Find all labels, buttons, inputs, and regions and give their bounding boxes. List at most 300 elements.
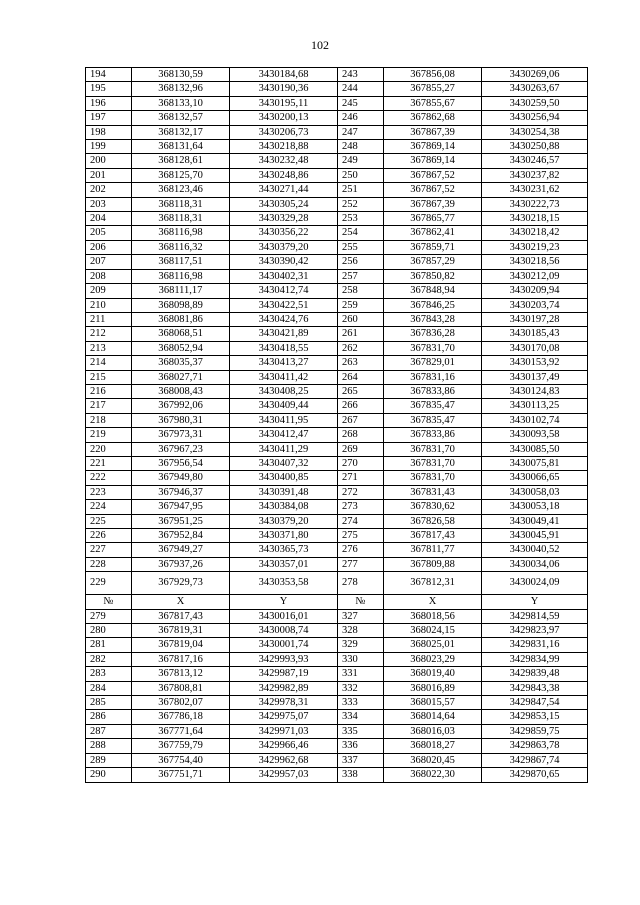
table-row — [86, 212, 588, 226]
y-coordinate-cell: 3429975,07 — [230, 710, 338, 724]
point-number-cell: 276 — [338, 543, 384, 557]
y-coordinate-cell: 3430058,03 — [482, 485, 588, 499]
y-coordinate-cell: 3430356,22 — [230, 226, 338, 240]
x-coordinate-cell: 367865,77 — [384, 212, 482, 226]
y-coordinate-cell: 3430170,08 — [482, 341, 588, 355]
x-coordinate-cell: 368068,51 — [132, 327, 230, 341]
point-number-cell: 194 — [86, 68, 132, 82]
table-row — [86, 624, 588, 638]
table-row — [86, 543, 588, 557]
x-coordinate-cell: 367856,08 — [384, 68, 482, 82]
x-coordinate-cell: 367831,43 — [384, 485, 482, 499]
x-coordinate-cell: 367952,84 — [132, 529, 230, 543]
x-coordinate-cell: 367833,86 — [384, 384, 482, 398]
y-coordinate-cell: 3430102,74 — [482, 413, 588, 427]
table-row — [86, 269, 588, 283]
table-row — [86, 327, 588, 341]
point-number-cell: 250 — [338, 168, 384, 182]
x-coordinate-cell: 367819,04 — [132, 638, 230, 652]
point-number-cell: 223 — [86, 485, 132, 499]
x-coordinate-cell: 367829,01 — [384, 356, 482, 370]
y-coordinate-cell: 3430246,57 — [482, 154, 588, 168]
point-number-cell: 290 — [86, 768, 132, 782]
x-coordinate-cell: 367846,25 — [384, 298, 482, 312]
y-coordinate-cell: 3430407,32 — [230, 456, 338, 470]
table-row — [86, 696, 588, 710]
x-coordinate-cell: 367836,28 — [384, 327, 482, 341]
y-coordinate-cell: 3430049,41 — [482, 514, 588, 528]
y-coordinate-cell: 3430248,86 — [230, 168, 338, 182]
y-coordinate-cell: 3430232,48 — [230, 154, 338, 168]
point-number-cell: 264 — [338, 370, 384, 384]
point-number-cell: 257 — [338, 269, 384, 283]
point-number-cell: 210 — [86, 298, 132, 312]
table-row — [86, 96, 588, 110]
point-number-cell: 211 — [86, 312, 132, 326]
x-coordinate-cell: 368118,31 — [132, 212, 230, 226]
x-coordinate-cell: 367831,70 — [384, 471, 482, 485]
table-row — [86, 154, 588, 168]
point-number-cell: 255 — [338, 240, 384, 254]
point-number-cell: 253 — [338, 212, 384, 226]
y-coordinate-cell: 3430040,52 — [482, 543, 588, 557]
y-coordinate-cell: 3430413,27 — [230, 356, 338, 370]
point-number-cell: 197 — [86, 111, 132, 125]
y-coordinate-cell: 3429962,68 — [230, 753, 338, 767]
table-row — [86, 428, 588, 442]
x-coordinate-cell: 367771,64 — [132, 724, 230, 738]
table-row — [86, 255, 588, 269]
point-number-cell: 216 — [86, 384, 132, 398]
point-number-cell: 243 — [338, 68, 384, 82]
point-number-cell: 262 — [338, 341, 384, 355]
point-number-cell: 335 — [338, 724, 384, 738]
x-coordinate-cell: 367811,77 — [384, 543, 482, 557]
point-number-cell: 227 — [86, 543, 132, 557]
table-row — [86, 485, 588, 499]
point-number-cell: 203 — [86, 197, 132, 211]
x-coordinate-cell: 367937,26 — [132, 557, 230, 571]
table-row — [86, 356, 588, 370]
point-number-cell: 265 — [338, 384, 384, 398]
point-number-cell: 277 — [338, 557, 384, 571]
table-row — [86, 370, 588, 384]
y-coordinate-cell: 3430402,31 — [230, 269, 338, 283]
y-coordinate-cell: 3430263,67 — [482, 82, 588, 96]
point-number-cell: 199 — [86, 140, 132, 154]
point-number-cell: 204 — [86, 212, 132, 226]
x-coordinate-cell: 368052,94 — [132, 341, 230, 355]
y-coordinate-cell: 3430411,29 — [230, 442, 338, 456]
y-coordinate-cell: 3430024,09 — [482, 572, 588, 595]
point-number-cell: 249 — [338, 154, 384, 168]
y-coordinate-cell: 3430409,44 — [230, 399, 338, 413]
x-coordinate-cell: 367867,52 — [384, 183, 482, 197]
y-coordinate-cell: 3430124,83 — [482, 384, 588, 398]
x-coordinate-cell: 368118,31 — [132, 197, 230, 211]
y-coordinate-cell: 3430421,89 — [230, 327, 338, 341]
x-coordinate-cell: 368025,01 — [384, 638, 482, 652]
point-number-cell: 283 — [86, 667, 132, 681]
x-coordinate-cell: 368027,71 — [132, 370, 230, 384]
point-number-cell: 281 — [86, 638, 132, 652]
point-number-cell: 284 — [86, 681, 132, 695]
y-coordinate-cell: 3429966,46 — [230, 739, 338, 753]
point-number-cell: 215 — [86, 370, 132, 384]
y-coordinate-cell: 3430200,13 — [230, 111, 338, 125]
x-coordinate-cell: 368081,86 — [132, 312, 230, 326]
x-coordinate-cell: 368132,96 — [132, 82, 230, 96]
y-coordinate-cell: 3429859,75 — [482, 724, 588, 738]
point-number-cell: 336 — [338, 739, 384, 753]
y-coordinate-cell: 3430218,56 — [482, 255, 588, 269]
point-number-cell: 258 — [338, 284, 384, 298]
point-number-cell: 198 — [86, 125, 132, 139]
x-coordinate-cell: 367751,71 — [132, 768, 230, 782]
table-row — [86, 384, 588, 398]
y-coordinate-cell: 3429853,15 — [482, 710, 588, 724]
table-row — [86, 609, 588, 623]
point-number-cell: 213 — [86, 341, 132, 355]
x-coordinate-cell: 368128,61 — [132, 154, 230, 168]
point-number-cell: 225 — [86, 514, 132, 528]
y-coordinate-cell: 3430053,18 — [482, 500, 588, 514]
point-number-cell: 275 — [338, 529, 384, 543]
x-coordinate-cell: 367833,86 — [384, 428, 482, 442]
y-coordinate-cell: 3430093,58 — [482, 428, 588, 442]
point-number-cell: 278 — [338, 572, 384, 595]
y-coordinate-cell: 3430305,24 — [230, 197, 338, 211]
x-coordinate-cell: 367869,14 — [384, 140, 482, 154]
header-y-coordinate: Y — [482, 595, 588, 609]
x-coordinate-cell: 368014,64 — [384, 710, 482, 724]
point-number-cell: 205 — [86, 226, 132, 240]
x-coordinate-cell: 367869,14 — [384, 154, 482, 168]
point-number-cell: 263 — [338, 356, 384, 370]
x-coordinate-cell: 367855,27 — [384, 82, 482, 96]
table-row — [86, 442, 588, 456]
table-row — [86, 298, 588, 312]
x-coordinate-cell: 367992,06 — [132, 399, 230, 413]
y-coordinate-cell: 3430008,74 — [230, 624, 338, 638]
page-number: 102 — [311, 38, 329, 52]
y-coordinate-cell: 3429867,74 — [482, 753, 588, 767]
point-number-cell: 259 — [338, 298, 384, 312]
point-number-cell: 266 — [338, 399, 384, 413]
y-coordinate-cell: 3430391,48 — [230, 485, 338, 499]
y-coordinate-cell: 3430256,94 — [482, 111, 588, 125]
x-coordinate-cell: 367754,40 — [132, 753, 230, 767]
point-number-cell: 202 — [86, 183, 132, 197]
header-x-coordinate: X — [384, 595, 482, 609]
point-number-cell: 206 — [86, 240, 132, 254]
y-coordinate-cell: 3430209,94 — [482, 284, 588, 298]
y-coordinate-cell: 3430329,28 — [230, 212, 338, 226]
y-coordinate-cell: 3430412,47 — [230, 428, 338, 442]
header-x-coordinate: X — [132, 595, 230, 609]
y-coordinate-cell: 3429982,89 — [230, 681, 338, 695]
x-coordinate-cell: 367813,12 — [132, 667, 230, 681]
point-number-cell: 333 — [338, 696, 384, 710]
y-coordinate-cell: 3430231,62 — [482, 183, 588, 197]
point-number-cell: 331 — [338, 667, 384, 681]
point-number-cell: 337 — [338, 753, 384, 767]
x-coordinate-cell: 367835,47 — [384, 399, 482, 413]
header-y-coordinate: Y — [230, 595, 338, 609]
table-row — [86, 312, 588, 326]
x-coordinate-cell: 368130,59 — [132, 68, 230, 82]
table-row — [86, 226, 588, 240]
x-coordinate-cell: 367862,68 — [384, 111, 482, 125]
x-coordinate-cell: 368020,45 — [384, 753, 482, 767]
y-coordinate-cell: 3430001,74 — [230, 638, 338, 652]
point-number-cell: 329 — [338, 638, 384, 652]
point-number-cell: 280 — [86, 624, 132, 638]
table-row — [86, 471, 588, 485]
x-coordinate-cell: 368132,57 — [132, 111, 230, 125]
point-number-cell: 207 — [86, 255, 132, 269]
x-coordinate-cell: 367802,07 — [132, 696, 230, 710]
y-coordinate-cell: 3430390,42 — [230, 255, 338, 269]
x-coordinate-cell: 368008,43 — [132, 384, 230, 398]
y-coordinate-cell: 3429843,38 — [482, 681, 588, 695]
y-coordinate-cell: 3430218,88 — [230, 140, 338, 154]
y-coordinate-cell: 3430411,42 — [230, 370, 338, 384]
x-coordinate-cell: 367967,23 — [132, 442, 230, 456]
table-row — [86, 197, 588, 211]
x-coordinate-cell: 368015,57 — [384, 696, 482, 710]
x-coordinate-cell: 367835,47 — [384, 413, 482, 427]
y-coordinate-cell: 3429971,03 — [230, 724, 338, 738]
x-coordinate-cell: 368016,89 — [384, 681, 482, 695]
x-coordinate-cell: 367867,52 — [384, 168, 482, 182]
x-coordinate-cell: 367947,95 — [132, 500, 230, 514]
y-coordinate-cell: 3430411,95 — [230, 413, 338, 427]
point-number-cell: 208 — [86, 269, 132, 283]
y-coordinate-cell: 3430219,23 — [482, 240, 588, 254]
table-row — [86, 753, 588, 767]
point-number-cell: 201 — [86, 168, 132, 182]
table-row — [86, 529, 588, 543]
x-coordinate-cell: 368018,27 — [384, 739, 482, 753]
y-coordinate-cell: 3430218,15 — [482, 212, 588, 226]
x-coordinate-cell: 367817,43 — [132, 609, 230, 623]
x-coordinate-cell: 368098,89 — [132, 298, 230, 312]
point-number-cell: 218 — [86, 413, 132, 427]
x-coordinate-cell: 367862,41 — [384, 226, 482, 240]
point-number-cell: 229 — [86, 572, 132, 595]
x-coordinate-cell: 367830,62 — [384, 500, 482, 514]
point-number-cell: 248 — [338, 140, 384, 154]
y-coordinate-cell: 3430357,01 — [230, 557, 338, 571]
table-row — [86, 638, 588, 652]
y-coordinate-cell: 3430269,06 — [482, 68, 588, 82]
point-number-cell: 286 — [86, 710, 132, 724]
table-row — [86, 183, 588, 197]
y-coordinate-cell: 3430254,38 — [482, 125, 588, 139]
point-number-cell: 271 — [338, 471, 384, 485]
point-number-cell: 279 — [86, 609, 132, 623]
point-number-cell: 220 — [86, 442, 132, 456]
x-coordinate-cell: 367859,71 — [384, 240, 482, 254]
x-coordinate-cell: 367855,67 — [384, 96, 482, 110]
point-number-cell: 288 — [86, 739, 132, 753]
table-row — [86, 710, 588, 724]
x-coordinate-cell: 367826,58 — [384, 514, 482, 528]
y-coordinate-cell: 3430184,68 — [230, 68, 338, 82]
point-number-cell: 214 — [86, 356, 132, 370]
point-number-cell: 196 — [86, 96, 132, 110]
y-coordinate-cell: 3430206,73 — [230, 125, 338, 139]
x-coordinate-cell: 368116,98 — [132, 269, 230, 283]
x-coordinate-cell: 367946,37 — [132, 485, 230, 499]
point-number-cell: 332 — [338, 681, 384, 695]
y-coordinate-cell: 3429957,03 — [230, 768, 338, 782]
y-coordinate-cell: 3430237,82 — [482, 168, 588, 182]
x-coordinate-cell: 368133,10 — [132, 96, 230, 110]
x-coordinate-cell: 367956,54 — [132, 456, 230, 470]
x-coordinate-cell: 367831,16 — [384, 370, 482, 384]
x-coordinate-cell: 367867,39 — [384, 125, 482, 139]
y-coordinate-cell: 3429993,93 — [230, 652, 338, 666]
y-coordinate-cell: 3430412,74 — [230, 284, 338, 298]
y-coordinate-cell: 3430190,36 — [230, 82, 338, 96]
y-coordinate-cell: 3429870,65 — [482, 768, 588, 782]
point-number-cell: 261 — [338, 327, 384, 341]
point-number-cell: 268 — [338, 428, 384, 442]
point-number-cell: 200 — [86, 154, 132, 168]
x-coordinate-cell: 368111,17 — [132, 284, 230, 298]
table-row — [86, 500, 588, 514]
y-coordinate-cell: 3430034,06 — [482, 557, 588, 571]
point-number-cell: 289 — [86, 753, 132, 767]
point-number-cell: 251 — [338, 183, 384, 197]
x-coordinate-cell: 367809,88 — [384, 557, 482, 571]
y-coordinate-cell: 3430384,08 — [230, 500, 338, 514]
point-number-cell: 328 — [338, 624, 384, 638]
y-coordinate-cell: 3429839,48 — [482, 667, 588, 681]
y-coordinate-cell: 3430137,49 — [482, 370, 588, 384]
point-number-cell: 246 — [338, 111, 384, 125]
point-number-cell: 221 — [86, 456, 132, 470]
x-coordinate-cell: 368019,40 — [384, 667, 482, 681]
x-coordinate-cell: 367951,25 — [132, 514, 230, 528]
x-coordinate-cell: 368018,56 — [384, 609, 482, 623]
y-coordinate-cell: 3429831,16 — [482, 638, 588, 652]
table-row — [86, 456, 588, 470]
point-number-cell: 285 — [86, 696, 132, 710]
table-row — [86, 240, 588, 254]
point-number-cell: 282 — [86, 652, 132, 666]
table-row — [86, 413, 588, 427]
table-row — [86, 168, 588, 182]
point-number-cell: 252 — [338, 197, 384, 211]
x-coordinate-cell: 367819,31 — [132, 624, 230, 638]
y-coordinate-cell: 3430371,80 — [230, 529, 338, 543]
x-coordinate-cell: 368116,32 — [132, 240, 230, 254]
y-coordinate-cell: 3430271,44 — [230, 183, 338, 197]
y-coordinate-cell: 3430085,50 — [482, 442, 588, 456]
point-number-cell: 195 — [86, 82, 132, 96]
x-coordinate-cell: 368123,46 — [132, 183, 230, 197]
point-number-cell: 273 — [338, 500, 384, 514]
y-coordinate-cell: 3430197,28 — [482, 312, 588, 326]
point-number-cell: 338 — [338, 768, 384, 782]
x-coordinate-cell: 367786,18 — [132, 710, 230, 724]
table-row — [86, 667, 588, 681]
coordinates-table-body — [86, 68, 588, 783]
point-number-cell: 256 — [338, 255, 384, 269]
x-coordinate-cell: 368132,17 — [132, 125, 230, 139]
point-number-cell: 228 — [86, 557, 132, 571]
y-coordinate-cell: 3430153,92 — [482, 356, 588, 370]
x-coordinate-cell: 367857,29 — [384, 255, 482, 269]
y-coordinate-cell: 3430113,25 — [482, 399, 588, 413]
x-coordinate-cell: 367929,73 — [132, 572, 230, 595]
point-number-cell: 254 — [338, 226, 384, 240]
x-coordinate-cell: 367850,82 — [384, 269, 482, 283]
y-coordinate-cell: 3429847,54 — [482, 696, 588, 710]
y-coordinate-cell: 3430075,81 — [482, 456, 588, 470]
y-coordinate-cell: 3430212,09 — [482, 269, 588, 283]
x-coordinate-cell: 367817,43 — [384, 529, 482, 543]
y-coordinate-cell: 3430016,01 — [230, 609, 338, 623]
y-coordinate-cell: 3430203,74 — [482, 298, 588, 312]
point-number-cell: 226 — [86, 529, 132, 543]
y-coordinate-cell: 3430218,42 — [482, 226, 588, 240]
point-number-cell: 269 — [338, 442, 384, 456]
y-coordinate-cell: 3429823,97 — [482, 624, 588, 638]
y-coordinate-cell: 3430045,91 — [482, 529, 588, 543]
point-number-cell: 327 — [338, 609, 384, 623]
point-number-cell: 217 — [86, 399, 132, 413]
table-row — [86, 681, 588, 695]
table-row — [86, 724, 588, 738]
x-coordinate-cell: 367980,31 — [132, 413, 230, 427]
header-point-number: № — [86, 595, 132, 609]
header-point-number: № — [338, 595, 384, 609]
point-number-cell: 270 — [338, 456, 384, 470]
y-coordinate-cell: 3430379,20 — [230, 240, 338, 254]
y-coordinate-cell: 3430424,76 — [230, 312, 338, 326]
x-coordinate-cell: 368125,70 — [132, 168, 230, 182]
y-coordinate-cell: 3430250,88 — [482, 140, 588, 154]
point-number-cell: 330 — [338, 652, 384, 666]
table-row — [86, 739, 588, 753]
table-row — [86, 68, 588, 82]
y-coordinate-cell: 3430259,50 — [482, 96, 588, 110]
point-number-cell: 245 — [338, 96, 384, 110]
y-coordinate-cell: 3430066,65 — [482, 471, 588, 485]
y-coordinate-cell: 3430185,43 — [482, 327, 588, 341]
table-row — [86, 341, 588, 355]
x-coordinate-cell: 367848,94 — [384, 284, 482, 298]
table-row — [86, 399, 588, 413]
point-number-cell: 244 — [338, 82, 384, 96]
x-coordinate-cell: 368016,03 — [384, 724, 482, 738]
point-number-cell: 267 — [338, 413, 384, 427]
y-coordinate-cell: 3429987,19 — [230, 667, 338, 681]
table-row — [86, 514, 588, 528]
x-coordinate-cell: 367973,31 — [132, 428, 230, 442]
x-coordinate-cell: 367808,81 — [132, 681, 230, 695]
point-number-cell: 219 — [86, 428, 132, 442]
y-coordinate-cell: 3430353,58 — [230, 572, 338, 595]
y-coordinate-cell: 3430379,20 — [230, 514, 338, 528]
x-coordinate-cell: 367759,79 — [132, 739, 230, 753]
table-row — [86, 284, 588, 298]
x-coordinate-cell: 367817,16 — [132, 652, 230, 666]
